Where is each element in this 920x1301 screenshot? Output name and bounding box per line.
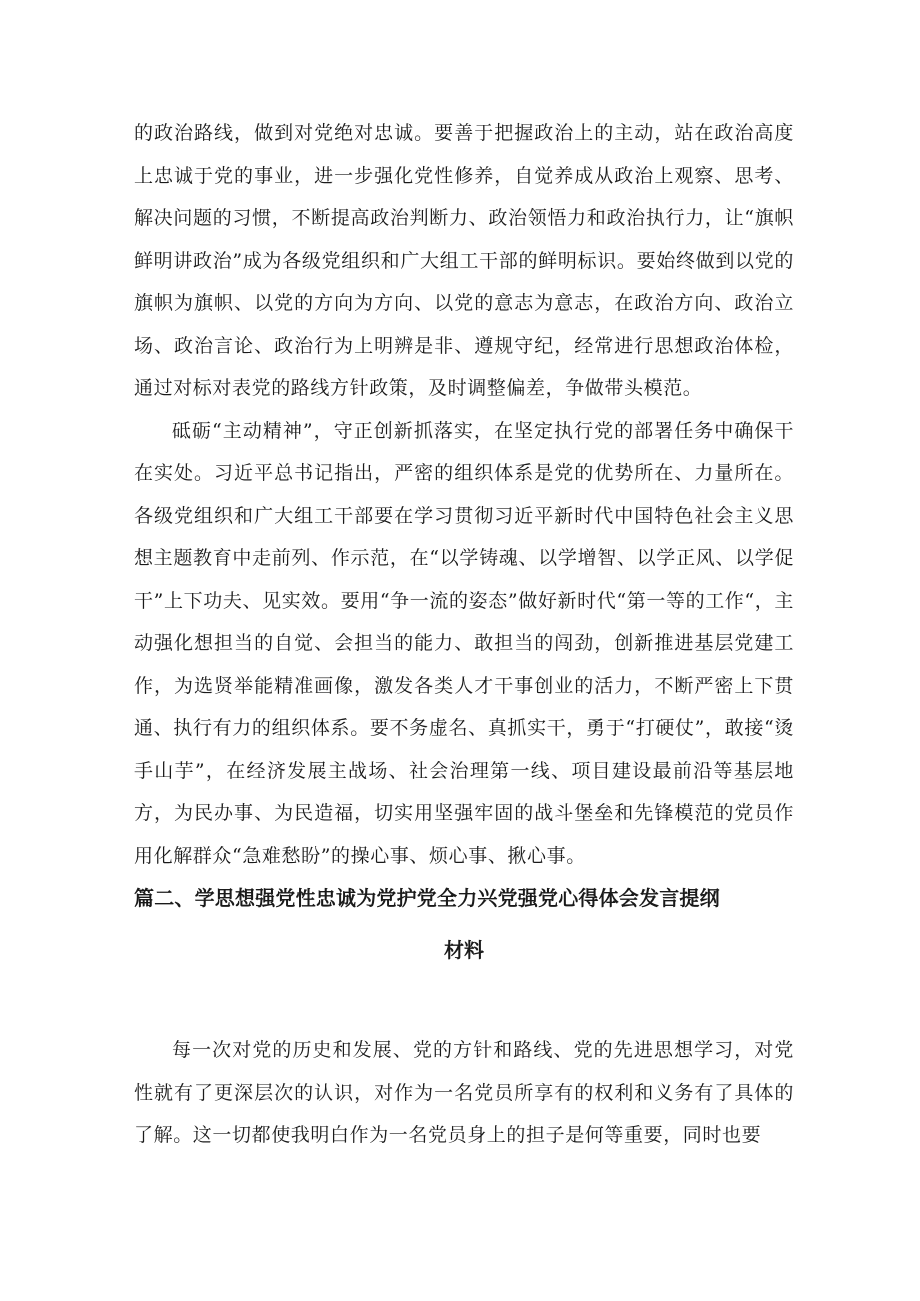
paragraph-political-line: 的政治路线，做到对党绝对忠诚。要善于把握政治上的主动，站在政治高度上忠诚于党的事业，进一步强化党性修养，自觉养成从政治上观察、思考、解决问题的习惯，不断提高政治判断力、政治领悟力和政治执行力，让“旗帜鲜明讲政治”成为各级党组织和广大组工干部的鲜明标识。要始终做到以党的旗帜为旗帜、以党的方向为方向、以党的意志为意志，在政治方向、政治立场、政治言论、政治行为上明辨是非、遵规守纪，经常进行思想政治体检，通过对标对表党的路线方针政策，及时调整偏差，争做带头模范。 xyxy=(134,122,794,399)
paragraph-active-spirit: 砥砺“主动精神”，守正创新抓落实，在坚定执行党的部署任务中确保干在实处。习近平总书记指出，严密的组织体系是党的优势所在、力量所在。各级党组织和广大组工干部要在学习贯彻习近平新时代中国特色社会主义思想主题教育中走前列、作示范，在“以学铸魂、以学增智、以学正风、以学促干”上下功夫、见实效。要用“争一流的姿态”做好新时代“第一等的工作“，主动强化想担当的自觉、会担当的能力、敢担当的闯劲，创新推进基层党建工作，为选贤举能精准画像，激发各类人才干事创业的活力，不断严密上下贯通、执行有力的组织体系。要不务虚名、真抓实干，勇于“打硬仗”，敢接“烫手山芋”，在经济发展主战场、社会治理第一线、项目建设最前沿等基层地方，为民办事、为民造福，切实用坚强牢固的战斗堡垒和先锋模范的党员作用化解群众“急难愁盼”的操心事、烦心事、揪心事。 xyxy=(134,419,794,867)
heading-gap xyxy=(134,971,794,1029)
section-heading-continuation: 材料 xyxy=(444,938,484,962)
document-page xyxy=(134,112,794,1157)
section-heading: 篇二、学思想强党性忠诚为党护党全力兴党强党心得体会发言提纲 xyxy=(134,886,720,910)
paragraph-party-study: 每一次对党的历史和发展、党的方针和路线、党的先进思想学习，对党性就有了更深层次的认识，对作为一名党员所享有的权利和义务有了具体的了解。这一切都使我明白作为一名党员身上的担子是何等重要，同时也要 xyxy=(134,1039,794,1146)
